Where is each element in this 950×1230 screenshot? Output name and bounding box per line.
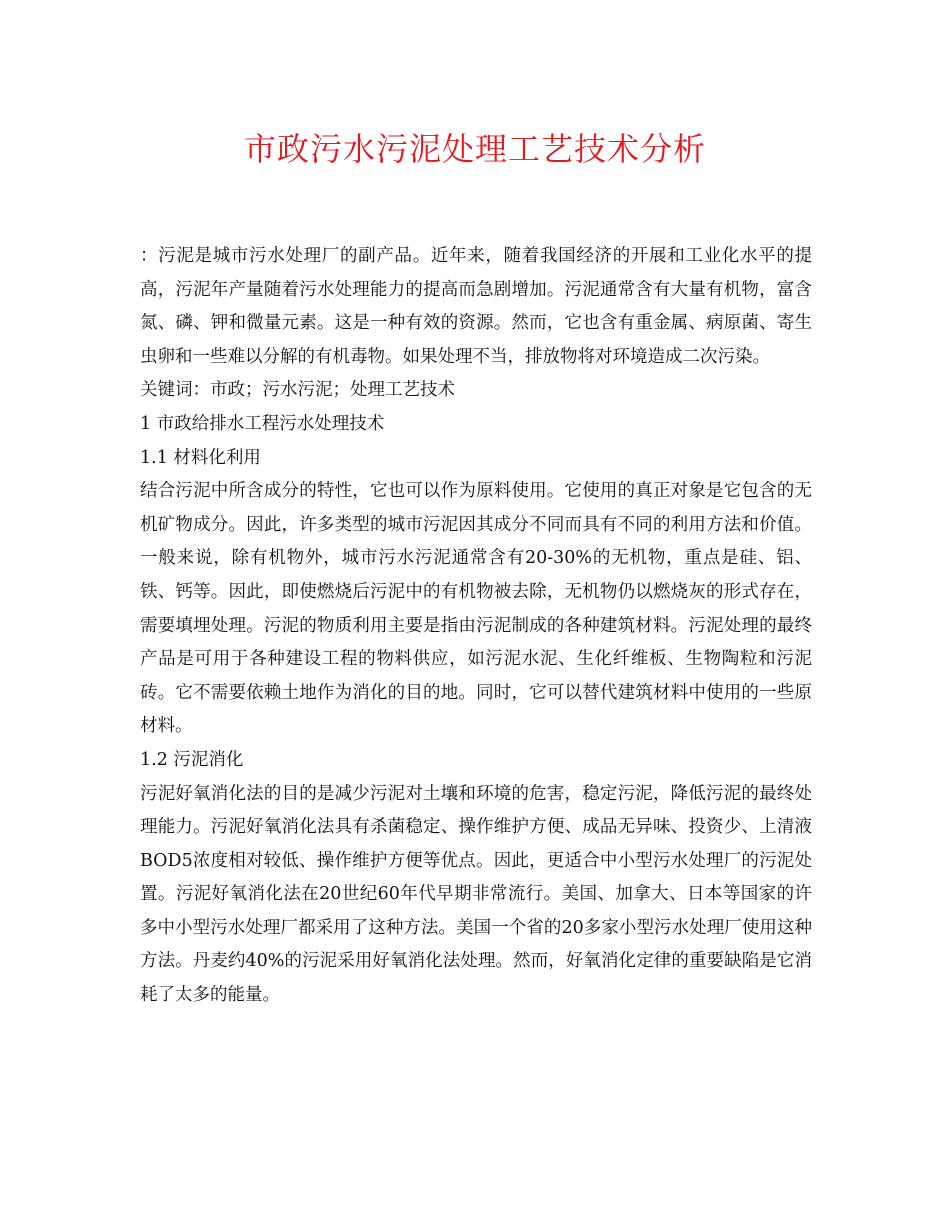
section-1-heading: 1 市政给排水工程污水处理技术 <box>140 413 385 434</box>
section-1-2-heading: 1.2 污泥消化 <box>140 749 244 770</box>
keywords-line: 关键词：市政；污水污泥；处理工艺技术 <box>140 380 455 401</box>
document-body <box>140 240 812 1013</box>
section-1-2-paragraph: 污泥好氧消化法的目的是减少污泥对土壤和环境的危害，稳定污泥，降低污泥的最终处理能力。污泥好氧消化法具有杀菌稳定、操作维护方便、成品无异味、投资少、上清液BOD5浓度相对较低、操作维护方便等优点。因此，更适合中小型污水处理厂的污泥处置。污泥好氧消化法在20世纪60年代早期非常流行。美国、加拿大、日本等国家的许多中小型污水处理厂都采用了这种方法。美国一个省的20多家小型污水处理厂使用这种方法。丹麦约40%的污泥采用好氧消化法处理。然而，好氧消化定律的重要缺陷是它消耗了太多的能量。 <box>140 783 812 1006</box>
section-1-1-paragraph: 结合污泥中所含成分的特性，它也可以作为原料使用。它使用的真正对象是它包含的无机矿物成分。因此，许多类型的城市污泥因其成分不同而具有不同的利用方法和价值。一般来说，除有机物外，城市污水污泥通常含有20-30%的无机物，重点是硅、铝、铁、钙等。因此，即使燃烧后污泥中的有机物被去除，无机物仍以燃烧灰的形式存在，需要填埋处理。污泥的物质利用主要是指由污泥制成的各种建筑材料。污泥处理的最终产品是可用于各种建设工程的物料供应，如污泥水泥、生化纤维板、生物陶粒和污泥砖。它不需要依赖土地作为消化的目的地。同时，它可以替代建筑材料中使用的一些原材料。 <box>140 481 812 737</box>
section-1-1-heading: 1.1 材料化利用 <box>140 447 261 468</box>
abstract-paragraph: ：污泥是城市污水处理厂的副产品。近年来，随着我国经济的开展和工业化水平的提高，污泥年产量随着污水处理能力的提高而急剧增加。污泥通常含有大量有机物，富含氮、磷、钾和微量元素。这是一种有效的资源。然而，它也含有重金属、病原菌、寄生虫卵和一些难以分解的有机毒物。如果处理不当，排放物将对环境造成二次污染。 <box>140 246 812 367</box>
document-title: 市政污水污泥处理工艺技术分析 <box>243 130 706 168</box>
